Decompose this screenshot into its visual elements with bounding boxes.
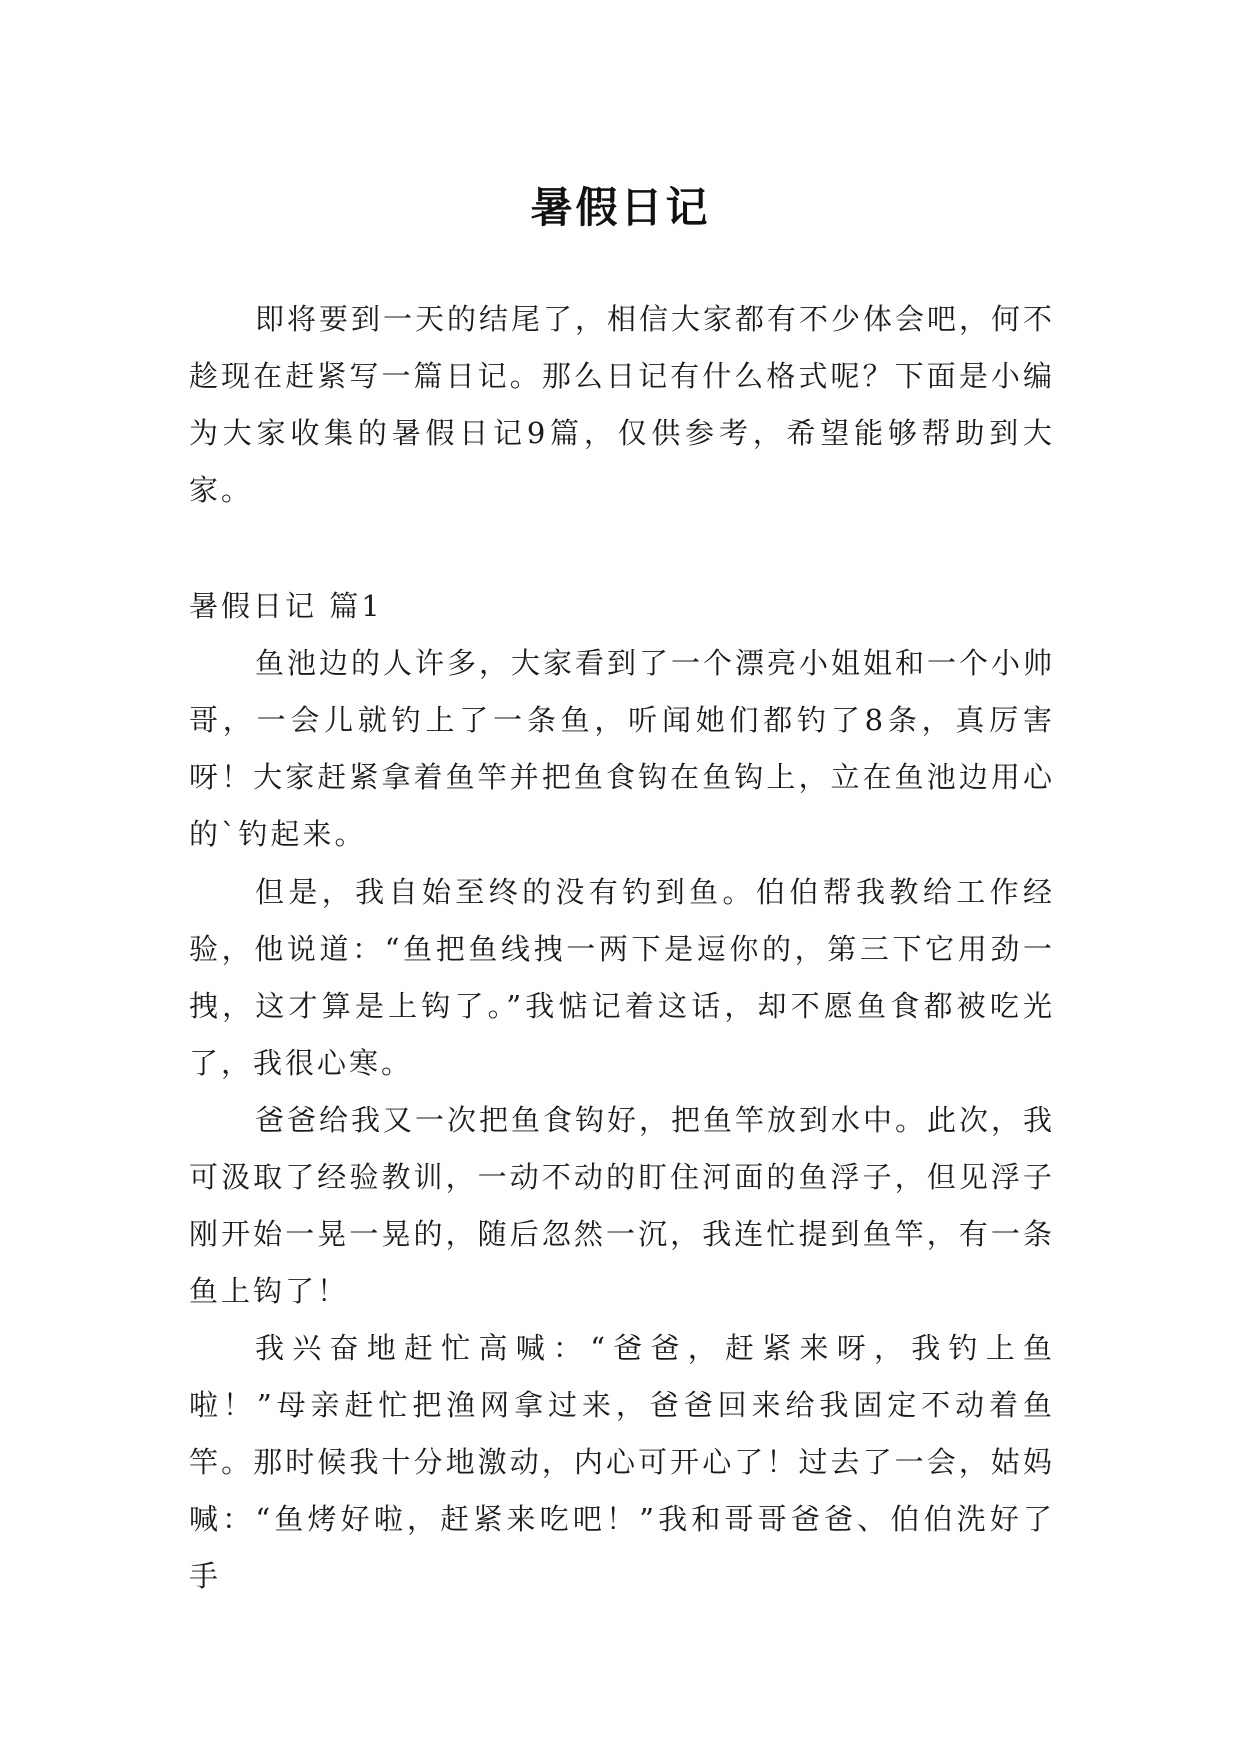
- body-paragraph: 我兴奋地赶忙高喊：“爸爸，赶紧来呀，我钓上鱼啦！”母亲赶忙把渔网拿过来，爸爸回来给我固定不动着鱼竿。那时候我十分地激动，内心可开心了！过去了一会，姑妈喊：“鱼烤好啦，赶紧来吃吧！”我和哥哥爸爸、伯伯洗好了手: [189, 1331, 1055, 1593]
- body-paragraph: 鱼池边的人许多，大家看到了一个漂亮小姐姐和一个小帅哥，一会儿就钓上了一条鱼，听闻她们都钓了8条，真厉害呀！大家赶紧拿着鱼竿并把鱼食钩在鱼钩上，立在鱼池边用心的`钓起来。: [189, 646, 1056, 851]
- intro-paragraph: 即将要到一天的结尾了，相信大家都有不少体会吧，何不趁现在赶紧写一篇日记。那么日记有什么格式呢？下面是小编为大家收集的暑假日记9篇，仅供参考，希望能够帮助到大家。: [189, 302, 1056, 507]
- body-paragraph: 爸爸给我又一次把鱼食钩好，把鱼竿放到水中。此次，我可汲取了经验教训，一动不动的盯住河面的鱼浮子，但见浮子刚开始一晃一晃的，随后忽然一沉，我连忙提到鱼竿，有一条鱼上钩了！: [189, 1103, 1056, 1308]
- document-title: 暑假日记: [530, 183, 711, 233]
- section-heading: 暑假日记 篇1: [189, 589, 383, 623]
- body-paragraph: 但是，我自始至终的没有钓到鱼。伯伯帮我教给工作经验，他说道：“鱼把鱼线拽一两下是逗你的，第三下它用劲一拽，这才算是上钩了。”我惦记着这话，却不愿鱼食都被吃光了，我很心寒。: [189, 875, 1055, 1080]
